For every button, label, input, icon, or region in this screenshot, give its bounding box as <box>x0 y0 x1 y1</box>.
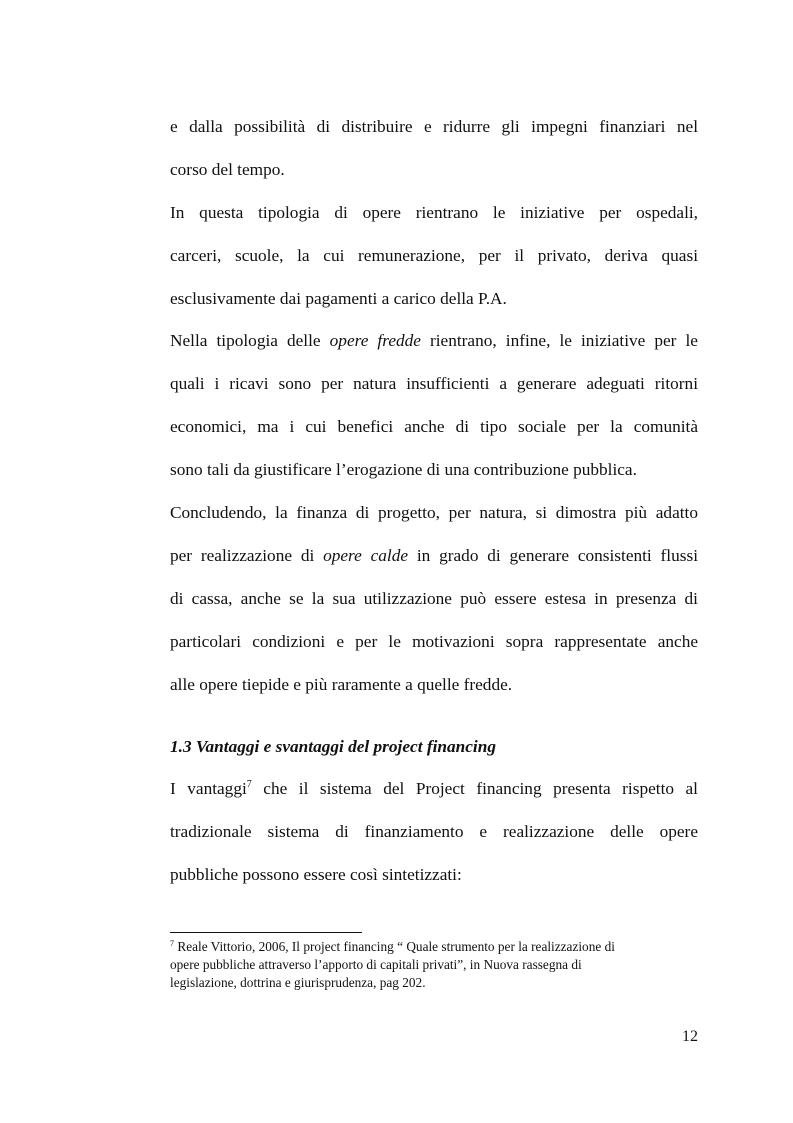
section-line-3: pubbliche possono essere così sintetizzati: <box>170 865 462 884</box>
opere-fredde-term: opere fredde <box>329 331 421 350</box>
body-line-2: corso del tempo. <box>170 160 285 179</box>
footnote-separator <box>170 932 362 933</box>
body-line-11-end: in grado di generare consistenti flussi <box>408 546 698 565</box>
body-line-11 <box>170 545 698 567</box>
body-line-10: Concludendo, la finanza di progetto, per natura, si dimostra più adatto <box>170 503 698 522</box>
body-line-6-start: Nella tipologia delle <box>170 331 330 350</box>
body-line-7: quali i ricavi sono per natura insufficienti a generare adeguati ritorni <box>170 374 698 393</box>
body-line-11-start: per realizzazione di <box>170 546 324 565</box>
footnote-reference: 7 <box>246 779 252 790</box>
section-heading: 1.3 Vantaggi e svantaggi del project financing <box>170 737 496 756</box>
body-line-1: e dalla possibilità di distribuire e ridurre gli impegni finanziari nel <box>170 117 698 136</box>
footnote-line-1-text: Reale Vittorio, 2006, Il project financing “ Quale strumento per la realizzazione di <box>174 939 615 954</box>
opere-calde-term: opere calde <box>323 546 409 565</box>
body-line-6 <box>170 330 698 352</box>
body-line-8: economici, ma i cui benefici anche di tipo sociale per la comunità <box>170 417 698 436</box>
section-line-1-end: che il sistema del Project financing presenta rispetto al <box>251 779 698 798</box>
body-line-3: In questa tipologia di opere rientrano le iniziative per ospedali, <box>170 203 698 222</box>
section-line-1 <box>170 778 698 800</box>
section-line-1-start: I vantaggi <box>170 779 247 798</box>
body-line-9: sono tali da giustificare l’erogazione di una contribuzione pubblica. <box>170 460 637 479</box>
body-line-14: alle opere tiepide e più raramente a quelle fredde. <box>170 675 513 694</box>
body-line-4: carceri, scuole, la cui remunerazione, per il privato, deriva quasi <box>170 246 698 265</box>
footnote-line-1 <box>170 938 615 955</box>
body-line-12: di cassa, anche se la sua utilizzazione può essere estesa in presenza di <box>170 589 698 608</box>
footnote-line-2: opere pubbliche attraverso l’apporto di capitali privati”, in Nuova rassegna di <box>170 957 582 972</box>
body-line-13: particolari condizioni e per le motivazioni sopra rappresentate anche <box>170 632 698 651</box>
page-number: 12 <box>682 1028 698 1045</box>
section-line-2: tradizionale sistema di finanziamento e realizzazione delle opere <box>170 822 698 841</box>
footnote-marker: 7 <box>170 939 174 948</box>
body-line-6-end: rientrano, infine, le iniziative per le <box>420 331 698 350</box>
body-line-5: esclusivamente dai pagamenti a carico della P.A. <box>170 289 507 308</box>
footnote-line-3: legislazione, dottrina e giurisprudenza, pag 202. <box>170 975 426 990</box>
